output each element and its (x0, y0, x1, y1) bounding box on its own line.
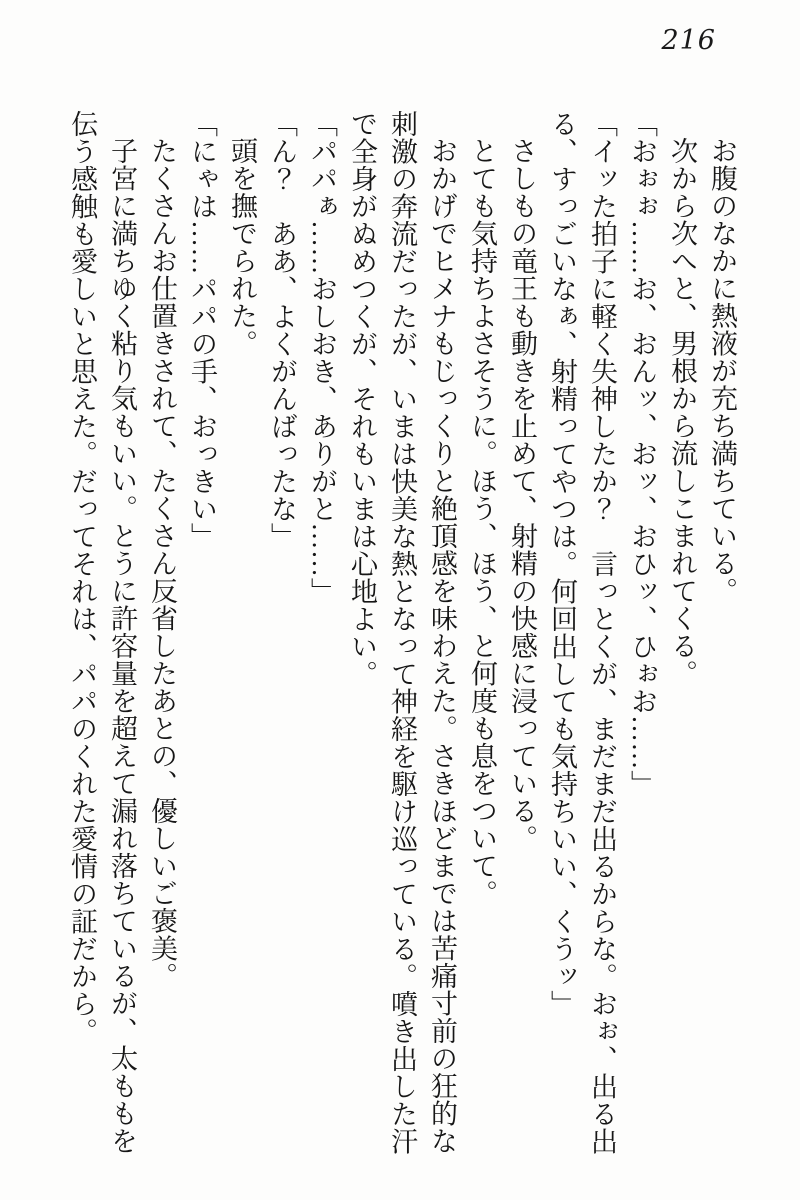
paragraph: おかげでヒメナもじっくりと絶頂感を味わえた。さきほどまでは苦痛寸前の狂的な刺激の奔流だったが、いまは快美な熱となって神経を駆け巡っている。噴き出した汗で全身がぬめつくが、それもいまは心地よい。 (347, 110, 457, 1155)
paragraph: 「にゃは……パパの手、おっきい」 (187, 110, 217, 550)
paragraph: 次から次へと、男根から流しこまれてくる。 (667, 137, 697, 687)
page-number: 216 (661, 25, 716, 56)
paragraph: とても気持ちよさそうに。ほう、ほう、と何度も息をついて。 (467, 137, 497, 907)
paragraph: たくさんお仕置きされて、たくさん反省したあとの、優しいご褒美。 (147, 137, 177, 990)
paragraph: 「おぉぉ……お、おんッ、おッ、おひッ、ひぉお……」 (627, 110, 657, 798)
paragraph: 「ん？ ああ、よくがんばったな」 (267, 110, 297, 550)
paragraph: お腹のなかに熱液が充ち満ちている。 (707, 137, 737, 605)
paragraph: 「イッた拍子に軽く失神したか？ 言っとくが、まだまだ出るからな。おぉ、出る出る、すっごいなぁ、射精ってやつは。何回出しても気持ちいい、くうッ」 (547, 110, 617, 1155)
paragraph: 子宮に満ちゆく粘り気もいい。とうに許容量を超えて漏れ落ちているが、太ももを伝う感触も愛しいと思えた。だってそれは、パパのくれた愛情の証だから。 (67, 110, 137, 1155)
paragraph: さしもの竜王も動きを止めて、射精の快感に浸っている。 (507, 137, 537, 852)
paragraph: 「パパぁ……おしおき、ありがと……」 (307, 110, 337, 605)
body-text (62, 110, 742, 1160)
paragraph: 頭を撫でられた。 (227, 137, 257, 357)
